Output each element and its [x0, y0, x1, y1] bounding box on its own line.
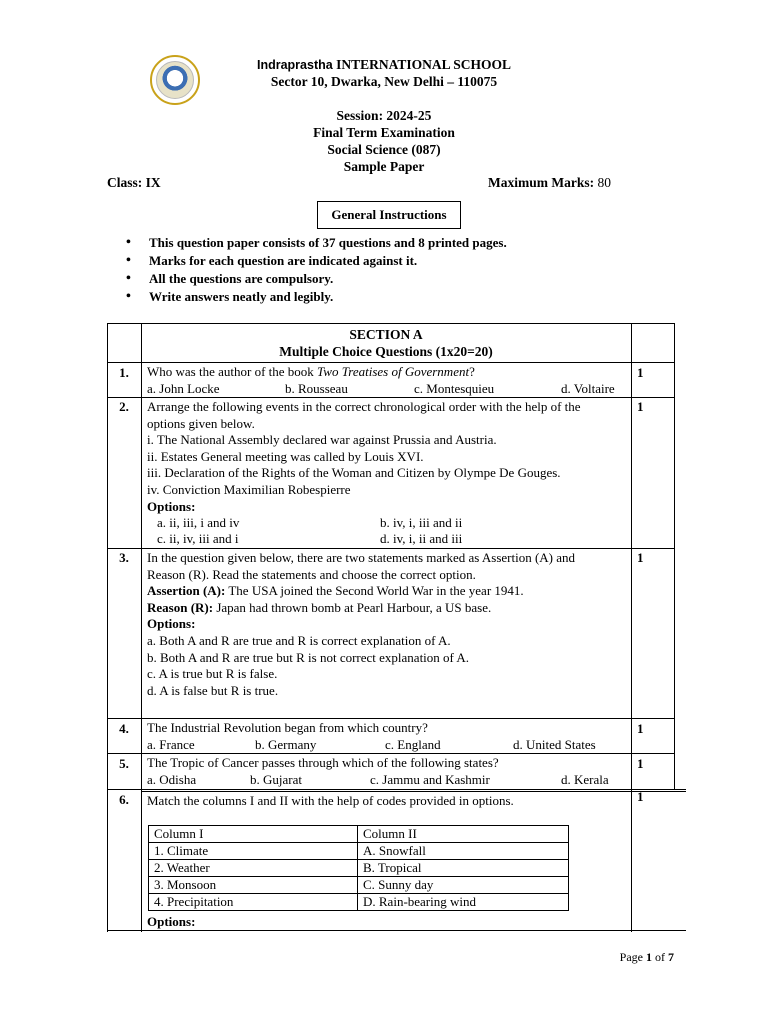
page-footer [620, 950, 674, 965]
match-cell: 2. Weather [149, 860, 358, 877]
match-cell: 4. Precipitation [149, 894, 358, 911]
table-divider-number [141, 323, 142, 932]
match-row [149, 843, 569, 860]
option: a. John Locke [147, 380, 220, 396]
assertion-text: The USA joined the Second World War in the year 1941. [225, 583, 524, 599]
option: d. United States [513, 736, 596, 752]
total-pages: 7 [668, 950, 674, 964]
question-3 [147, 550, 629, 699]
instruction-item: • Write answers neatly and legibly. [126, 288, 507, 306]
option: d. A is false but R is true. [147, 682, 279, 698]
row-divider [107, 789, 686, 790]
question-text: Match the columns I and II with the help of codes provided in options. [147, 793, 514, 808]
question-5 [147, 755, 629, 789]
school-name-rest: INTERNATIONAL SCHOOL [336, 57, 511, 72]
match-columns-table [148, 825, 569, 911]
option: a. Both A and R are true and R is correct explanation of A. [147, 632, 451, 648]
options-row [147, 381, 629, 398]
question-marks: 1 [637, 721, 644, 736]
option: b. Germany [255, 736, 317, 752]
question-number: 3. [119, 550, 129, 565]
section-subtitle: Multiple Choice Questions (1x20=20) [279, 344, 493, 359]
option: c. England [385, 736, 441, 752]
section-title: SECTION A [349, 327, 423, 342]
option: d. iv, i, ii and iii [380, 531, 463, 547]
option: c. ii, iv, iii and i [157, 531, 239, 547]
max-marks-info [488, 175, 611, 191]
question-line: i. The National Assembly declared war against Prussia and Austria. [147, 432, 497, 448]
options-row [147, 772, 629, 789]
question-line: options given below. [147, 415, 255, 431]
page-number: 1 [646, 950, 652, 964]
question-1 [147, 364, 629, 398]
question-line: Arrange the following events in the correct chronological order with the help of the [147, 399, 581, 414]
option: c. A is true but R is false. [147, 666, 278, 682]
question-line: iii. Declaration of the Rights of the Woman and Citizen by Olympe De Gouges. [147, 465, 561, 481]
question-4 [147, 720, 629, 754]
option: d. Kerala [561, 771, 609, 787]
question-number: 2. [119, 399, 129, 414]
row-divider [107, 548, 675, 549]
row-divider [107, 362, 675, 363]
question-line: iv. Conviction Maximilian Robespierre [147, 481, 351, 497]
table-bottom-border [107, 930, 686, 931]
assertion [147, 583, 629, 600]
question-text: The Tropic of Cancer passes through which of the following states? [147, 755, 499, 770]
match-header: Column I [149, 826, 358, 843]
instruction-item: • All the questions are compulsory. [126, 270, 507, 288]
class-label: Class: [107, 175, 143, 190]
max-marks-value: 80 [597, 175, 611, 190]
option: b. Rousseau [285, 380, 348, 396]
section-header [141, 326, 631, 360]
question-text: Who was the author of the book Two Treatises of Government? [147, 364, 475, 379]
option: b. Both A and R are true but R is not correct explanation of A. [147, 649, 470, 665]
match-cell: 1. Climate [149, 843, 358, 860]
options-label: Options: [147, 498, 196, 514]
of-word: of [655, 950, 665, 964]
option: a. France [147, 736, 195, 752]
table-top-border [107, 323, 675, 324]
session-line: Session: 2024-25 [336, 108, 432, 123]
reason-text: Japan had thrown bomb at Pearl Harbour, a US base. [213, 599, 492, 615]
options-label: Options: [147, 616, 196, 632]
max-marks-label: Maximum Marks: [488, 175, 595, 190]
match-cell: B. Tropical [358, 860, 569, 877]
option: d. Voltaire [561, 380, 615, 396]
class-value: IX [145, 175, 161, 190]
question-text: The Industrial Revolution began from which country? [147, 720, 428, 735]
question-number: 5. [119, 756, 129, 771]
options-row [147, 531, 629, 547]
reason [147, 600, 629, 617]
option: b. Gujarat [250, 771, 302, 787]
options-label: Options: [147, 914, 196, 929]
match-header-row [149, 826, 569, 843]
option: b. iv, i, iii and ii [380, 515, 463, 531]
reason-label: Reason (R): [147, 599, 214, 615]
option: c. Montesquieu [414, 380, 495, 396]
question-number: 1. [119, 365, 129, 380]
school-name-first: Indraprastha [256, 58, 333, 72]
page-word: Page [619, 950, 643, 964]
match-cell: A. Snowfall [358, 843, 569, 860]
match-cell: 3. Monsoon [149, 877, 358, 894]
option: a. ii, iii, i and iv [157, 515, 240, 531]
assertion-label: Assertion (A): [147, 583, 226, 599]
match-row [149, 877, 569, 894]
school-address: Sector 10, Dwarka, New Delhi – 110075 [270, 74, 498, 89]
option: a. Odisha [147, 771, 197, 787]
question-marks: 1 [637, 789, 644, 804]
question-2 [147, 399, 629, 547]
subject-line: Social Science (087) [327, 142, 441, 157]
question-number: 4. [119, 721, 129, 736]
match-cell: D. Rain-bearing wind [358, 894, 569, 911]
question-line: Reason (R). Read the statements and choose the correct option. [147, 566, 476, 582]
question-marks: 1 [637, 365, 644, 380]
option: c. Jammu and Kashmir [370, 771, 490, 787]
match-row [149, 894, 569, 911]
general-instructions-title: General Instructions [317, 201, 461, 229]
table-divider-marks [631, 323, 632, 932]
match-row [149, 860, 569, 877]
question-marks: 1 [637, 399, 644, 414]
question-number: 6. [119, 792, 129, 807]
book-title: Two Treatises of Government [317, 364, 470, 379]
question-line: In the question given below, there are two statements marked as Assertion (A) and [147, 550, 576, 565]
options-row [147, 515, 629, 531]
question-marks: 1 [637, 756, 644, 771]
school-name [0, 56, 768, 74]
match-cell: C. Sunny day [358, 877, 569, 894]
instruction-item: • This question paper consists of 37 questions and 8 printed pages. [126, 234, 507, 252]
question-marks: 1 [637, 550, 644, 565]
options-row [147, 737, 629, 754]
row-divider-double [141, 791, 686, 792]
exam-line: Final Term Examination [313, 125, 455, 140]
paper-type-line: Sample Paper [343, 159, 425, 174]
match-header: Column II [358, 826, 569, 843]
row-divider [107, 718, 675, 719]
instruction-item: • Marks for each question are indicated against it. [126, 252, 507, 270]
question-line: ii. Estates General meeting was called by Louis XVI. [147, 448, 424, 464]
instructions-list [126, 234, 507, 306]
table-border-right [674, 323, 675, 790]
class-info [107, 175, 161, 191]
